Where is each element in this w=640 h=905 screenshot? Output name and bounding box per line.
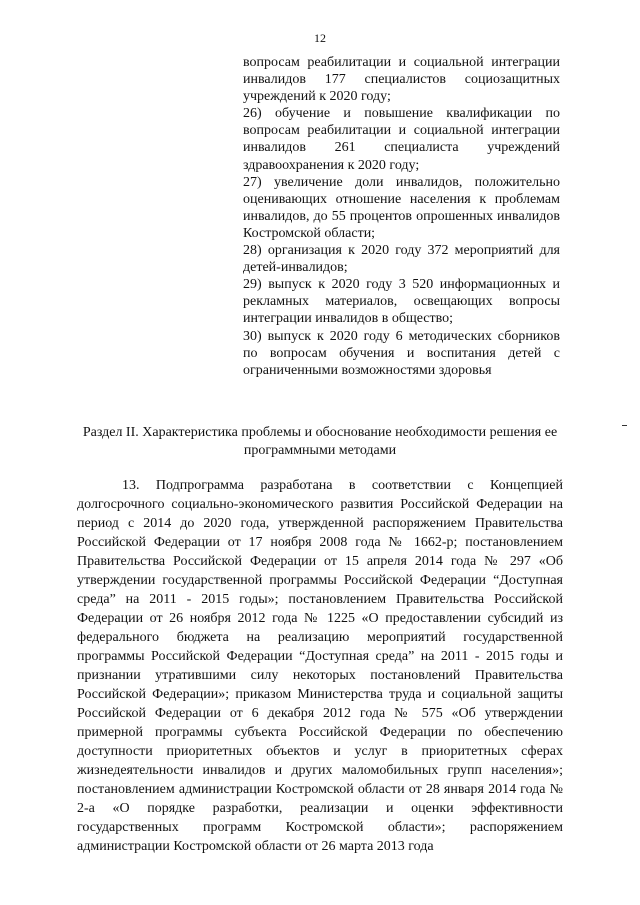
paragraph-13: 13. Подпрограмма разработана в соответствии с Концепцией долгосрочного социально-экономического развития Российской Федерации на период с 2014 до 2020 года, утвержденной распоряжением Правительства Российской Федерации от 17 ноября 2008 года № 1662-р; постановлением Правительства Российской Федерации от 15 апреля 2014 года № 297 «Об утверждении государственной программы Российской Федерации “Доступная среда” на 2011 - 2015 годы»; постановлением Правительства Российской Федерации от 26 ноября 2012 года № 1225 «О предоставлении субсидий из федерального бюджета на реализацию мероприятий государственной программы Российской Федерации “Доступная среда” на 2011 - 2015 годы и признании утратившими силу некоторых постановлений Правительства Российской Федерации»; приказом Министерства труда и социальной защиты Российской Федерации от 6 декабря 2012 года № 575 «Об утверждении примерной программы субъекта Российской Федерации по обеспечению доступности приоритетных объектов и услуг в приоритетных сферах жизнедеятельности инвалидов и других маломобильных групп населения»; постановлением администрации Костромской области от 28 января 2014 года № 2-а «О порядке разработки, реализации и оценки эффективности государственных программ Костромской области»; распоряжением администрации Костромской области от 26 марта 2013 года: [77, 478, 563, 854]
section-title: Раздел II. Характеристика проблемы и обоснование необходимости решения ее программными методами: [82, 425, 558, 458]
list-item: 27) увеличение доли инвалидов, положительно оценивающих отношение населения к проблемам инвалидов, до 55 процентов опрошенных инвалидов Костромской области;: [243, 174, 560, 241]
list-item: 26) обучение и повышение квалификации по вопросам реабилитации и социальной интеграции инвалидов 261 специалиста учреждений здравоохранения к 2020 году;: [243, 106, 560, 173]
list-column: [243, 54, 560, 379]
list-item: 29) выпуск к 2020 году 3 520 информационных и рекламных материалов, освещающих вопросы интеграции инвалидов в общество;: [243, 277, 560, 327]
page-number: 12: [314, 31, 326, 45]
list-item: 28) организация к 2020 году 372 мероприятий для детей-инвалидов;: [243, 243, 560, 276]
margin-mark: [622, 425, 627, 426]
list-item: вопросам реабилитации и социальной интеграции инвалидов 177 специалистов социозащитных учреждений к 2020 году;: [243, 55, 560, 105]
list-item: 30) выпуск к 2020 году 6 методических сборников по вопросам обучения и воспитания детей с ограниченными возможностями здоровья: [243, 328, 560, 378]
body-text: [77, 476, 563, 856]
